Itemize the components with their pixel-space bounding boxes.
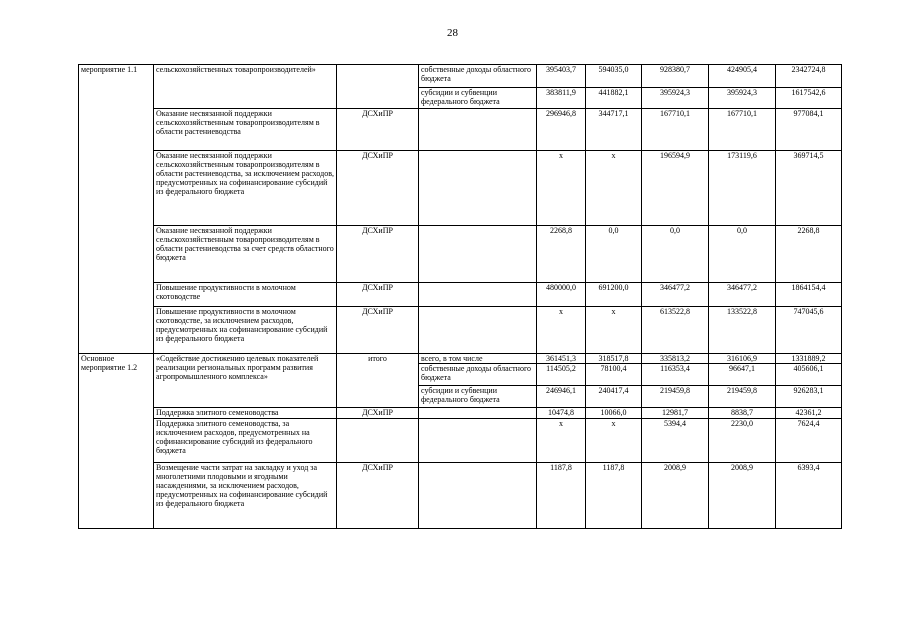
value-cell: 318517,8 xyxy=(586,354,642,364)
value-cell: 219459,8 xyxy=(709,386,776,408)
value-cell: 240417,4 xyxy=(586,386,642,408)
value-cell: 0,0 xyxy=(709,226,776,283)
value-cell: 2268,8 xyxy=(776,226,842,283)
value-cell: 246946,1 xyxy=(537,386,586,408)
value-cell: 335813,2 xyxy=(642,354,709,364)
value-cell: 594035,0 xyxy=(586,65,642,88)
funding-source xyxy=(419,109,537,151)
value-cell: 344717,1 xyxy=(586,109,642,151)
executor-cell xyxy=(337,419,419,463)
value-cell: 1331889,2 xyxy=(776,354,842,364)
event-label: Основное мероприятие 1.2 xyxy=(79,354,154,529)
value-cell: 1617542,6 xyxy=(776,88,842,109)
funding-source xyxy=(419,419,537,463)
measure-description: Поддержка элитного семеноводства, за исключением расходов, предусмотренных на софинансирование субсидий из федерального бюджета xyxy=(154,419,337,463)
measure-description: Повышение продуктивности в молочном скотоводстве, за исключением расходов, предусмотренных на софинансирование субсидий из федерального бюджета xyxy=(154,307,337,354)
value-cell: 1187,8 xyxy=(537,463,586,529)
value-cell: 977084,1 xyxy=(776,109,842,151)
executor-cell: ДСХиПР xyxy=(337,463,419,529)
value-cell: 1187,8 xyxy=(586,463,642,529)
executor-cell: ДСХиПР xyxy=(337,226,419,283)
value-cell: 6393,4 xyxy=(776,463,842,529)
measure-description: Оказание несвязанной поддержки сельскохозяйственным товаропроизводителям в области растениеводства, за исключением расходов, предусмотренных на софинансирование субсидий из федерального бюджета xyxy=(154,151,337,226)
executor-cell: ДСХиПР xyxy=(337,283,419,307)
value-cell: 613522,8 xyxy=(642,307,709,354)
measure-description: Поддержка элитного семеноводства xyxy=(154,408,337,419)
event-label: мероприятие 1.1 xyxy=(79,65,154,354)
value-cell: 0,0 xyxy=(642,226,709,283)
value-cell: 133522,8 xyxy=(709,307,776,354)
page-number: 28 xyxy=(447,27,458,39)
funding-source: всего, в том числе xyxy=(419,354,537,364)
table-row xyxy=(79,419,842,463)
value-cell: 346477,2 xyxy=(709,283,776,307)
executor-cell: ДСХиПР xyxy=(337,408,419,419)
value-cell: 78100,4 xyxy=(586,364,642,386)
table-row xyxy=(79,226,842,283)
value-cell: 2008,9 xyxy=(709,463,776,529)
funding-source: субсидии и субвенции федерального бюджета xyxy=(419,88,537,109)
value-cell: 395924,3 xyxy=(642,88,709,109)
executor-cell: итого xyxy=(337,354,419,408)
funding-source xyxy=(419,408,537,419)
value-cell: 928380,7 xyxy=(642,65,709,88)
executor-cell: ДСХиПР xyxy=(337,109,419,151)
value-cell: 747045,6 xyxy=(776,307,842,354)
value-cell: 296946,8 xyxy=(537,109,586,151)
value-cell: 346477,2 xyxy=(642,283,709,307)
value-cell: 2230,0 xyxy=(709,419,776,463)
budget-table xyxy=(78,64,842,529)
value-cell: 167710,1 xyxy=(642,109,709,151)
value-cell: 2268,8 xyxy=(537,226,586,283)
value-cell: х xyxy=(537,307,586,354)
value-cell: 2342724,8 xyxy=(776,65,842,88)
value-cell: 926283,1 xyxy=(776,386,842,408)
table-row xyxy=(79,463,842,529)
table-row xyxy=(79,408,842,419)
value-cell: 395403,7 xyxy=(537,65,586,88)
value-cell: 114505,2 xyxy=(537,364,586,386)
measure-description: Повышение продуктивности в молочном скотоводстве xyxy=(154,283,337,307)
value-cell: 196594,9 xyxy=(642,151,709,226)
value-cell: 116353,4 xyxy=(642,364,709,386)
value-cell: 10066,0 xyxy=(586,408,642,419)
value-cell: х xyxy=(537,151,586,226)
measure-description: Оказание несвязанной поддержки сельскохозяйственным товаропроизводителям в области растениеводства xyxy=(154,109,337,151)
value-cell: 12981,7 xyxy=(642,408,709,419)
executor-cell xyxy=(337,65,419,109)
funding-source xyxy=(419,307,537,354)
value-cell: 316106,9 xyxy=(709,354,776,364)
funding-source: субсидии и субвенции федерального бюджета xyxy=(419,386,537,408)
value-cell: 219459,8 xyxy=(642,386,709,408)
value-cell: 383811,9 xyxy=(537,88,586,109)
value-cell: 441882,1 xyxy=(586,88,642,109)
value-cell: 8838,7 xyxy=(709,408,776,419)
value-cell: х xyxy=(586,307,642,354)
executor-cell: ДСХиПР xyxy=(337,307,419,354)
measure-description: Оказание несвязанной поддержки сельскохозяйственным товаропроизводителям в области растениеводства за счет средств областного бюджета xyxy=(154,226,337,283)
value-cell: 96647,1 xyxy=(709,364,776,386)
table-row xyxy=(79,65,842,88)
value-cell: 5394,4 xyxy=(642,419,709,463)
value-cell: 7624,4 xyxy=(776,419,842,463)
value-cell: 480000,0 xyxy=(537,283,586,307)
table-row xyxy=(79,354,842,364)
value-cell: 395924,3 xyxy=(709,88,776,109)
value-cell: 405606,1 xyxy=(776,364,842,386)
value-cell: 1864154,4 xyxy=(776,283,842,307)
measure-description: Возмещение части затрат на закладку и уход за многолетними плодовыми и ягодными насаждениями, за исключением расходов, предусмотренных на софинансирование субсидий из федерального бюджета xyxy=(154,463,337,529)
funding-source: собственные доходы областного бюджета xyxy=(419,364,537,386)
value-cell: 42361,2 xyxy=(776,408,842,419)
value-cell: х xyxy=(586,419,642,463)
value-cell: 10474,8 xyxy=(537,408,586,419)
value-cell: 167710,1 xyxy=(709,109,776,151)
funding-source xyxy=(419,463,537,529)
table-row xyxy=(79,151,842,226)
table-row xyxy=(79,283,842,307)
funding-source xyxy=(419,151,537,226)
value-cell: 0,0 xyxy=(586,226,642,283)
executor-cell: ДСХиПР xyxy=(337,151,419,226)
value-cell: 173119,6 xyxy=(709,151,776,226)
value-cell: х xyxy=(586,151,642,226)
funding-source: собственные доходы областного бюджета xyxy=(419,65,537,88)
value-cell: х xyxy=(537,419,586,463)
table-row xyxy=(79,109,842,151)
event-description: сельскохозяйственных товаропроизводителей» xyxy=(154,65,337,109)
value-cell: 369714,5 xyxy=(776,151,842,226)
funding-source xyxy=(419,226,537,283)
value-cell: 2008,9 xyxy=(642,463,709,529)
value-cell: 361451,3 xyxy=(537,354,586,364)
funding-source xyxy=(419,283,537,307)
event-description: «Содействие достижению целевых показателей реализации региональных программ развития агропромышленного комплекса» xyxy=(154,354,337,408)
value-cell: 424905,4 xyxy=(709,65,776,88)
table-row xyxy=(79,307,842,354)
value-cell: 691200,0 xyxy=(586,283,642,307)
